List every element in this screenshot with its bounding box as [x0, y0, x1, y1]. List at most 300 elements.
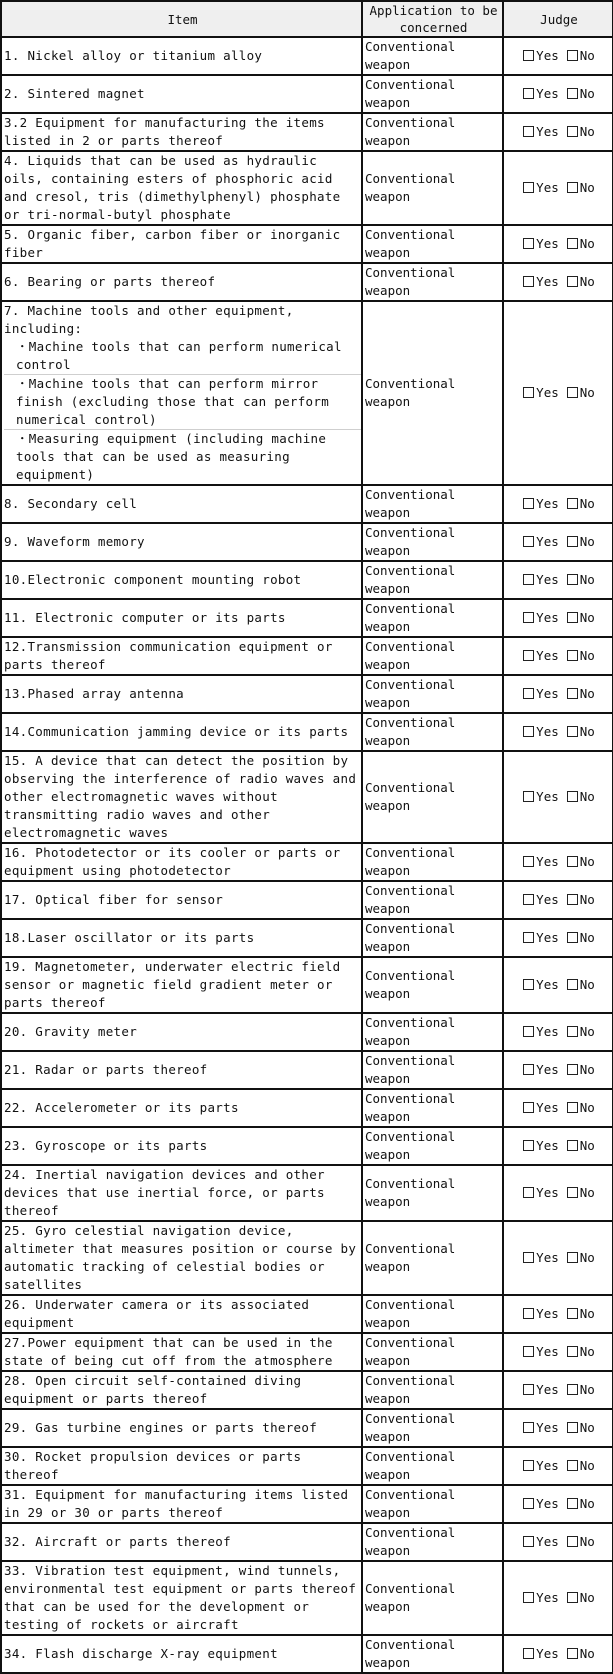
checkbox-square-icon[interactable] [567, 387, 578, 398]
yes-checkbox[interactable] [523, 1099, 559, 1117]
item-cell: 21. Radar or parts thereof [1, 1051, 362, 1089]
no-label: No [579, 48, 595, 63]
checkbox-square-icon[interactable] [523, 1384, 534, 1395]
table-row [1, 523, 613, 561]
checkbox-square-icon[interactable] [523, 650, 534, 661]
yes-checkbox[interactable] [523, 123, 559, 141]
application-cell: Conventional weapon [362, 485, 503, 523]
checkbox-square-icon[interactable] [567, 791, 578, 802]
table-row [1, 301, 613, 485]
application-cell: Conventional weapon [362, 1127, 503, 1165]
item-cell: 23. Gyroscope or its parts [1, 1127, 362, 1165]
checkbox-square-icon[interactable] [567, 979, 578, 990]
checkbox-square-icon[interactable] [523, 791, 534, 802]
judge-cell [503, 751, 613, 843]
yes-checkbox[interactable] [523, 929, 559, 947]
checkbox-square-icon[interactable] [523, 1536, 534, 1547]
yes-checkbox[interactable] [523, 788, 559, 806]
judge-cell [503, 37, 613, 75]
table-row [1, 113, 613, 151]
yes-checkbox[interactable] [523, 685, 559, 703]
checkbox-square-icon[interactable] [523, 574, 534, 585]
no-checkbox[interactable] [567, 533, 595, 551]
no-label: No [579, 1458, 595, 1473]
yes-checkbox[interactable] [523, 85, 559, 103]
yes-label: Yes [536, 977, 559, 992]
yes-label: Yes [536, 572, 559, 587]
checkbox-square-icon[interactable] [567, 1384, 578, 1395]
no-checkbox[interactable] [567, 1061, 595, 1079]
checkbox-square-icon[interactable] [523, 1460, 534, 1471]
no-checkbox[interactable] [567, 1419, 595, 1437]
no-checkbox[interactable] [567, 976, 595, 994]
no-checkbox[interactable] [567, 179, 595, 197]
item-cell: 4. Liquids that can be used as hydraulic oils, containing esters of phosphoric acid and cresol, tris (dimethylphenyl) phosphate or tri-normal-butyl phosphate [1, 151, 362, 225]
item-cell: 25. Gyro celestial navigation device, altimeter that measures position or course by automatic tracking of celestial bodies or satellites [1, 1221, 362, 1295]
no-checkbox[interactable] [567, 495, 595, 513]
judge-cell [503, 957, 613, 1013]
yes-checkbox[interactable] [523, 1645, 559, 1663]
application-cell: Conventional weapon [362, 957, 503, 1013]
checkbox-square-icon[interactable] [567, 50, 578, 61]
judge-cell [503, 881, 613, 919]
no-checkbox[interactable] [567, 123, 595, 141]
table-row [1, 1561, 613, 1635]
table-row [1, 1523, 613, 1561]
application-cell: Conventional weapon [362, 637, 503, 675]
checkbox-square-icon[interactable] [523, 1187, 534, 1198]
yes-checkbox[interactable] [523, 723, 559, 741]
judge-cell [503, 675, 613, 713]
no-checkbox[interactable] [567, 647, 595, 665]
judge-cell [503, 151, 613, 225]
yes-checkbox[interactable] [523, 179, 559, 197]
checkbox-square-icon[interactable] [523, 498, 534, 509]
checkbox-square-icon[interactable] [567, 574, 578, 585]
no-checkbox[interactable] [567, 384, 595, 402]
yes-checkbox[interactable] [523, 1419, 559, 1437]
table-row [1, 843, 613, 881]
no-checkbox[interactable] [567, 723, 595, 741]
application-cell: Conventional weapon [362, 151, 503, 225]
yes-checkbox[interactable] [523, 1249, 559, 1267]
checkbox-square-icon[interactable] [567, 88, 578, 99]
yes-label: Yes [536, 1458, 559, 1473]
no-label: No [579, 1138, 595, 1153]
yes-checkbox[interactable] [523, 1381, 559, 1399]
yes-checkbox[interactable] [523, 1023, 559, 1041]
application-cell: Conventional weapon [362, 919, 503, 957]
application-cell: Conventional weapon [362, 301, 503, 485]
no-checkbox[interactable] [567, 1305, 595, 1323]
judge-cell [503, 1485, 613, 1523]
yes-checkbox[interactable] [523, 1184, 559, 1202]
yes-checkbox[interactable] [523, 647, 559, 665]
table-row [1, 1295, 613, 1333]
yes-checkbox[interactable] [523, 853, 559, 871]
yes-checkbox[interactable] [523, 609, 559, 627]
judge-cell [503, 1333, 613, 1371]
yes-checkbox[interactable] [523, 1061, 559, 1079]
checkbox-square-icon[interactable] [523, 932, 534, 943]
item-cell: 10.Electronic component mounting robot [1, 561, 362, 599]
table-row [1, 1165, 613, 1221]
yes-checkbox[interactable] [523, 273, 559, 291]
no-label: No [579, 1496, 595, 1511]
no-checkbox[interactable] [567, 235, 595, 253]
yes-checkbox[interactable] [523, 1343, 559, 1361]
yes-label: Yes [536, 1062, 559, 1077]
application-cell: Conventional weapon [362, 1013, 503, 1051]
item-cell: 17. Optical fiber for sensor [1, 881, 362, 919]
checkbox-square-icon[interactable] [523, 1140, 534, 1151]
yes-label: Yes [536, 930, 559, 945]
checkbox-square-icon[interactable] [523, 726, 534, 737]
item-cell: 9. Waveform memory [1, 523, 362, 561]
item-cell: 6. Bearing or parts thereof [1, 263, 362, 301]
checkbox-square-icon[interactable] [567, 1536, 578, 1547]
table-row [1, 957, 613, 1013]
table-row [1, 919, 613, 957]
no-checkbox[interactable] [567, 1184, 595, 1202]
no-checkbox[interactable] [567, 891, 595, 909]
no-checkbox[interactable] [567, 1457, 595, 1475]
yes-checkbox[interactable] [523, 384, 559, 402]
no-checkbox[interactable] [567, 1533, 595, 1551]
checkbox-square-icon[interactable] [523, 612, 534, 623]
yes-checkbox[interactable] [523, 1533, 559, 1551]
judge-cell [503, 113, 613, 151]
application-cell: Conventional weapon [362, 1165, 503, 1221]
no-label: No [579, 534, 595, 549]
no-label: No [579, 1344, 595, 1359]
checkbox-square-icon[interactable] [567, 182, 578, 193]
judge-cell [503, 75, 613, 113]
no-checkbox[interactable] [567, 571, 595, 589]
yes-label: Yes [536, 1534, 559, 1549]
yes-checkbox[interactable] [523, 1305, 559, 1323]
judge-cell [503, 1635, 613, 1673]
checkbox-square-icon[interactable] [567, 498, 578, 509]
checkbox-square-icon[interactable] [567, 276, 578, 287]
judge-cell [503, 637, 613, 675]
no-checkbox[interactable] [567, 273, 595, 291]
application-cell: Conventional weapon [362, 263, 503, 301]
item-cell: 27.Power equipment that can be used in the state of being cut off from the atmosphere [1, 1333, 362, 1371]
header-row [1, 1, 613, 37]
checkbox-square-icon[interactable] [523, 88, 534, 99]
checkbox-square-icon[interactable] [567, 536, 578, 547]
table-row [1, 225, 613, 263]
checkbox-square-icon[interactable] [567, 1422, 578, 1433]
judge-cell [503, 919, 613, 957]
judge-cell [503, 263, 613, 301]
checkbox-square-icon[interactable] [523, 894, 534, 905]
yes-label: Yes [536, 86, 559, 101]
checkbox-square-icon[interactable] [567, 1460, 578, 1471]
yes-label: Yes [536, 648, 559, 663]
yes-label: Yes [536, 385, 559, 400]
application-cell: Conventional weapon [362, 1485, 503, 1523]
checkbox-square-icon[interactable] [523, 1346, 534, 1357]
application-cell: Conventional weapon [362, 1221, 503, 1295]
application-cell: Conventional weapon [362, 1051, 503, 1089]
item-cell: 33. Vibration test equipment, wind tunnels, environmental test equipment or parts thereof that can be used for the development or testing of rockets or aircraft [1, 1561, 362, 1635]
no-checkbox[interactable] [567, 685, 595, 703]
application-cell: Conventional weapon [362, 1409, 503, 1447]
application-cell: Conventional weapon [362, 37, 503, 75]
checkbox-square-icon[interactable] [567, 688, 578, 699]
table-row [1, 751, 613, 843]
yes-checkbox[interactable] [523, 1457, 559, 1475]
application-cell: Conventional weapon [362, 1089, 503, 1127]
item-cell: 18.Laser oscillator or its parts [1, 919, 362, 957]
no-label: No [579, 686, 595, 701]
no-checkbox[interactable] [567, 1343, 595, 1361]
no-label: No [579, 236, 595, 251]
checkbox-square-icon[interactable] [523, 1498, 534, 1509]
judge-cell [503, 1523, 613, 1561]
yes-label: Yes [536, 274, 559, 289]
checkbox-square-icon[interactable] [523, 536, 534, 547]
no-checkbox[interactable] [567, 1249, 595, 1267]
yes-label: Yes [536, 789, 559, 804]
checkbox-square-icon[interactable] [523, 276, 534, 287]
yes-checkbox[interactable] [523, 495, 559, 513]
yes-label: Yes [536, 1024, 559, 1039]
yes-label: Yes [536, 1420, 559, 1435]
judge-cell [503, 599, 613, 637]
yes-label: Yes [536, 180, 559, 195]
no-checkbox[interactable] [567, 1099, 595, 1117]
application-cell: Conventional weapon [362, 713, 503, 751]
checkbox-square-icon[interactable] [567, 1498, 578, 1509]
application-cell: Conventional weapon [362, 599, 503, 637]
checkbox-square-icon[interactable] [523, 238, 534, 249]
item-cell: 15. A device that can detect the position by observing the interference of radio waves and other electromagnetic waves without transmitting radio waves and other electromagnetic waves [1, 751, 362, 843]
no-label: No [579, 1534, 595, 1549]
checkbox-square-icon[interactable] [567, 1026, 578, 1037]
no-label: No [579, 86, 595, 101]
yes-checkbox[interactable] [523, 571, 559, 589]
judge-cell [503, 1447, 613, 1485]
checkbox-square-icon[interactable] [523, 1064, 534, 1075]
item-cell: 34. Flash discharge X-ray equipment [1, 1635, 362, 1673]
checkbox-square-icon[interactable] [523, 1592, 534, 1603]
yes-checkbox[interactable] [523, 1589, 559, 1607]
no-checkbox[interactable] [567, 1381, 595, 1399]
table-row [1, 637, 613, 675]
item-cell: 3.2 Equipment for manufacturing the items listed in 2 or parts thereof [1, 113, 362, 151]
item-cell: 24. Inertial navigation devices and other devices that use inertial force, or parts thereof [1, 1165, 362, 1221]
no-label: No [579, 1420, 595, 1435]
yes-checkbox[interactable] [523, 533, 559, 551]
yes-label: Yes [536, 892, 559, 907]
checkbox-square-icon[interactable] [523, 50, 534, 61]
yes-label: Yes [536, 1306, 559, 1321]
table-row [1, 1127, 613, 1165]
item-column-header: Item [1, 1, 362, 37]
table-row [1, 1221, 613, 1295]
yes-checkbox[interactable] [523, 1137, 559, 1155]
item-cell: 8. Secondary cell [1, 485, 362, 523]
checkbox-square-icon[interactable] [567, 932, 578, 943]
checkbox-square-icon[interactable] [567, 894, 578, 905]
no-label: No [579, 1062, 595, 1077]
yes-label: Yes [536, 854, 559, 869]
checkbox-square-icon[interactable] [567, 1308, 578, 1319]
application-cell: Conventional weapon [362, 751, 503, 843]
application-cell: Conventional weapon [362, 1635, 503, 1673]
item-cell: 11. Electronic computer or its parts [1, 599, 362, 637]
table-row [1, 485, 613, 523]
no-label: No [579, 274, 595, 289]
checkbox-square-icon[interactable] [523, 1026, 534, 1037]
no-checkbox[interactable] [567, 85, 595, 103]
no-checkbox[interactable] [567, 1023, 595, 1041]
table-row [1, 1447, 613, 1485]
no-label: No [579, 180, 595, 195]
yes-label: Yes [536, 1250, 559, 1265]
no-label: No [579, 892, 595, 907]
checkbox-square-icon[interactable] [523, 688, 534, 699]
application-cell: Conventional weapon [362, 75, 503, 113]
checkbox-square-icon[interactable] [523, 1308, 534, 1319]
checkbox-square-icon[interactable] [523, 979, 534, 990]
checkbox-square-icon[interactable] [567, 1648, 578, 1659]
application-cell: Conventional weapon [362, 113, 503, 151]
judge-cell [503, 1409, 613, 1447]
table-row [1, 881, 613, 919]
yes-label: Yes [536, 48, 559, 63]
no-label: No [579, 1306, 595, 1321]
table-row [1, 713, 613, 751]
no-checkbox[interactable] [567, 1137, 595, 1155]
item-cell: 20. Gravity meter [1, 1013, 362, 1051]
sub-item-list [4, 338, 361, 484]
item-cell: 29. Gas turbine engines or parts thereof [1, 1409, 362, 1447]
no-label: No [579, 1185, 595, 1200]
yes-checkbox[interactable] [523, 235, 559, 253]
judge-cell [503, 225, 613, 263]
application-cell: Conventional weapon [362, 881, 503, 919]
table-row [1, 1635, 613, 1673]
no-label: No [579, 1382, 595, 1397]
judge-cell [503, 1561, 613, 1635]
yes-label: Yes [536, 610, 559, 625]
checkbox-square-icon[interactable] [567, 1252, 578, 1263]
application-cell: Conventional weapon [362, 843, 503, 881]
sub-item: ・Machine tools that can perform numerical control [16, 339, 342, 372]
no-label: No [579, 610, 595, 625]
checkbox-square-icon[interactable] [523, 1648, 534, 1659]
checkbox-square-icon[interactable] [567, 126, 578, 137]
checkbox-square-icon[interactable] [567, 1102, 578, 1113]
yes-label: Yes [536, 686, 559, 701]
yes-label: Yes [536, 534, 559, 549]
application-cell: Conventional weapon [362, 225, 503, 263]
no-checkbox[interactable] [567, 1589, 595, 1607]
application-cell: Conventional weapon [362, 1295, 503, 1333]
yes-label: Yes [536, 1100, 559, 1115]
no-checkbox[interactable] [567, 1645, 595, 1663]
checkbox-square-icon[interactable] [523, 1422, 534, 1433]
no-checkbox[interactable] [567, 853, 595, 871]
checkbox-square-icon[interactable] [523, 182, 534, 193]
checkbox-square-icon[interactable] [567, 1592, 578, 1603]
yes-label: Yes [536, 1185, 559, 1200]
no-checkbox[interactable] [567, 609, 595, 627]
no-label: No [579, 977, 595, 992]
checkbox-square-icon[interactable] [567, 1140, 578, 1151]
no-label: No [579, 854, 595, 869]
table-row [1, 263, 613, 301]
no-label: No [579, 789, 595, 804]
table-row [1, 37, 613, 75]
checkbox-square-icon[interactable] [523, 856, 534, 867]
judge-cell [503, 713, 613, 751]
checkbox-square-icon[interactable] [523, 387, 534, 398]
checkbox-square-icon[interactable] [567, 1346, 578, 1357]
yes-label: Yes [536, 1344, 559, 1359]
judge-cell [503, 1127, 613, 1165]
no-checkbox[interactable] [567, 788, 595, 806]
yes-label: Yes [536, 1138, 559, 1153]
no-label: No [579, 124, 595, 139]
judge-cell [503, 1221, 613, 1295]
judge-cell [503, 843, 613, 881]
no-label: No [579, 1250, 595, 1265]
checkbox-square-icon[interactable] [523, 1102, 534, 1113]
yes-label: Yes [536, 724, 559, 739]
checkbox-square-icon[interactable] [567, 650, 578, 661]
application-cell: Conventional weapon [362, 523, 503, 561]
table-row [1, 1089, 613, 1127]
no-label: No [579, 648, 595, 663]
checkbox-square-icon[interactable] [567, 1187, 578, 1198]
yes-checkbox[interactable] [523, 1495, 559, 1513]
item-cell: 26. Underwater camera or its associated equipment [1, 1295, 362, 1333]
no-checkbox[interactable] [567, 929, 595, 947]
checkbox-square-icon[interactable] [567, 238, 578, 249]
application-cell: Conventional weapon [362, 1371, 503, 1409]
yes-checkbox[interactable] [523, 976, 559, 994]
no-checkbox[interactable] [567, 47, 595, 65]
table-row [1, 1371, 613, 1409]
table-row [1, 1409, 613, 1447]
yes-checkbox[interactable] [523, 891, 559, 909]
no-label: No [579, 1024, 595, 1039]
table-row [1, 599, 613, 637]
judge-cell [503, 1165, 613, 1221]
checkbox-square-icon[interactable] [567, 612, 578, 623]
checkbox-square-icon[interactable] [523, 126, 534, 137]
application-cell: Conventional weapon [362, 1333, 503, 1371]
yes-checkbox[interactable] [523, 47, 559, 65]
no-checkbox[interactable] [567, 1495, 595, 1513]
application-cell: Conventional weapon [362, 1561, 503, 1635]
yes-label: Yes [536, 236, 559, 251]
checkbox-square-icon[interactable] [567, 856, 578, 867]
table-row [1, 675, 613, 713]
item-cell: 14.Communication jamming device or its parts [1, 713, 362, 751]
judge-cell [503, 1295, 613, 1333]
checkbox-square-icon[interactable] [567, 1064, 578, 1075]
sub-item: ・Measuring equipment (including machine tools that can be used as measuring equipment) [4, 429, 361, 484]
item-cell: 12.Transmission communication equipment or parts thereof [1, 637, 362, 675]
checkbox-square-icon[interactable] [567, 726, 578, 737]
checkbox-square-icon[interactable] [523, 1252, 534, 1263]
